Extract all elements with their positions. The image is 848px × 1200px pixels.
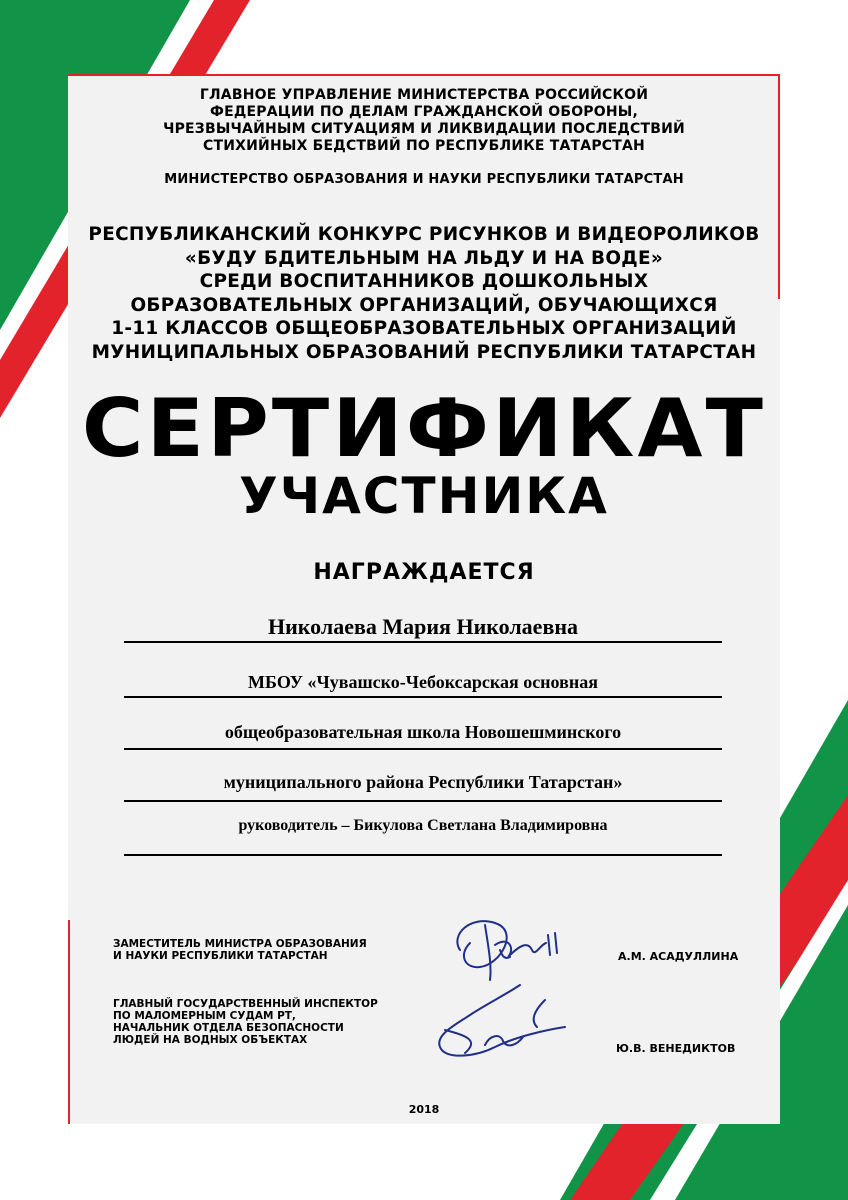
name-underline <box>124 641 722 643</box>
awarded-label: НАГРАЖДАЕТСЯ <box>313 560 535 585</box>
organizer-line: ГЛАВНОЕ УПРАВЛЕНИЕ МИНИСТЕРСТВА РОССИЙСКОЙ <box>199 87 649 103</box>
signature-2 <box>425 975 585 1070</box>
signatory-title-line: ПО МАЛОМЕРНЫМ СУДАМ РТ, <box>113 1010 296 1022</box>
signatory-title-line: И НАУКИ РЕСПУБЛИКИ ТАТАРСТАН <box>113 950 328 962</box>
school-underline <box>124 748 722 750</box>
signatory-title-line: НАЧАЛЬНИК ОТДЕЛА БЕЗОПАСНОСТИ <box>113 1022 344 1034</box>
organizer-line: ФЕДЕРАЦИИ ПО ДЕЛАМ ГРАЖДАНСКОЙ ОБОРОНЫ, <box>209 104 639 120</box>
certificate-year: 2018 <box>408 1103 440 1116</box>
school-underline <box>124 800 722 802</box>
signatory-name: Ю.В. ВЕНЕДИКТОВ <box>616 1042 736 1055</box>
signatory-title <box>113 998 378 1046</box>
contest-line: ОБРАЗОВАТЕЛЬНЫХ ОРГАНИЗАЦИЙ, ОБУЧАЮЩИХСЯ <box>130 293 718 316</box>
contest-line: МУНИЦИПАЛЬНЫХ ОБРАЗОВАНИЙ РЕСПУБЛИКИ ТАТАРСТАН <box>91 340 757 363</box>
organizer-header <box>0 87 848 155</box>
certificate-subtitle: УЧАСТНИКА <box>239 467 609 525</box>
contest-line: СРЕДИ ВОСПИТАННИКОВ ДОШКОЛЬНЫХ <box>199 270 649 292</box>
school-line: муниципального района Республики Татарстан» <box>223 772 623 792</box>
ministry-name: МИНИСТЕРСТВО ОБРАЗОВАНИЯ И НАУКИ РЕСПУБЛИКИ ТАТАРСТАН <box>164 172 684 187</box>
school-underline <box>124 696 722 698</box>
certificate-title: СЕРТИФИКАТ <box>81 382 767 475</box>
leader-underline <box>124 854 722 856</box>
frame-accent-left <box>68 920 70 1124</box>
contest-line: «БУДУ БДИТЕЛЬНЫМ НА ЛЬДУ И НА ВОДЕ» <box>184 246 664 269</box>
leader-line: руководитель – Бикулова Светлана Владимировна <box>238 817 608 834</box>
signatory-title-line: ГЛАВНЫЙ ГОСУДАРСТВЕННЫЙ ИНСПЕКТОР <box>113 998 378 1010</box>
recipient-name: Николаева Мария Николаевна <box>268 614 578 639</box>
school-line: МБОУ «Чувашско-Чебоксарская основная <box>248 672 598 692</box>
signatory-name: А.М. АСАДУЛЛИНА <box>618 950 739 963</box>
contest-title <box>13 223 836 364</box>
frame-accent-top <box>68 74 780 76</box>
school-line: общеобразовательная школа Новошешминского <box>224 722 622 742</box>
organizer-line: СТИХИЙНЫХ БЕДСТВИЙ ПО РЕСПУБЛИКЕ ТАТАРСТАН <box>203 138 645 154</box>
contest-line: РЕСПУБЛИКАНСКИЙ КОНКУРС РИСУНКОВ И ВИДЕОРОЛИКОВ <box>88 223 760 245</box>
organizer-line: ЧРЕЗВЫЧАЙНЫМ СИТУАЦИЯМ И ЛИКВИДАЦИИ ПОСЛЕДСТВИЙ <box>163 121 685 137</box>
signatory-title-line: ЗАМЕСТИТЕЛЬ МИНИСТРА ОБРАЗОВАНИЯ <box>113 938 367 950</box>
contest-line: 1-11 КЛАССОВ ОБЩЕОБРАЗОВАТЕЛЬНЫХ ОРГАНИЗАЦИЙ <box>111 317 737 339</box>
signatory-title <box>113 938 367 962</box>
signatory-title-line: ЛЮДЕЙ НА ВОДНЫХ ОБЪЕКТАХ <box>113 1034 308 1046</box>
